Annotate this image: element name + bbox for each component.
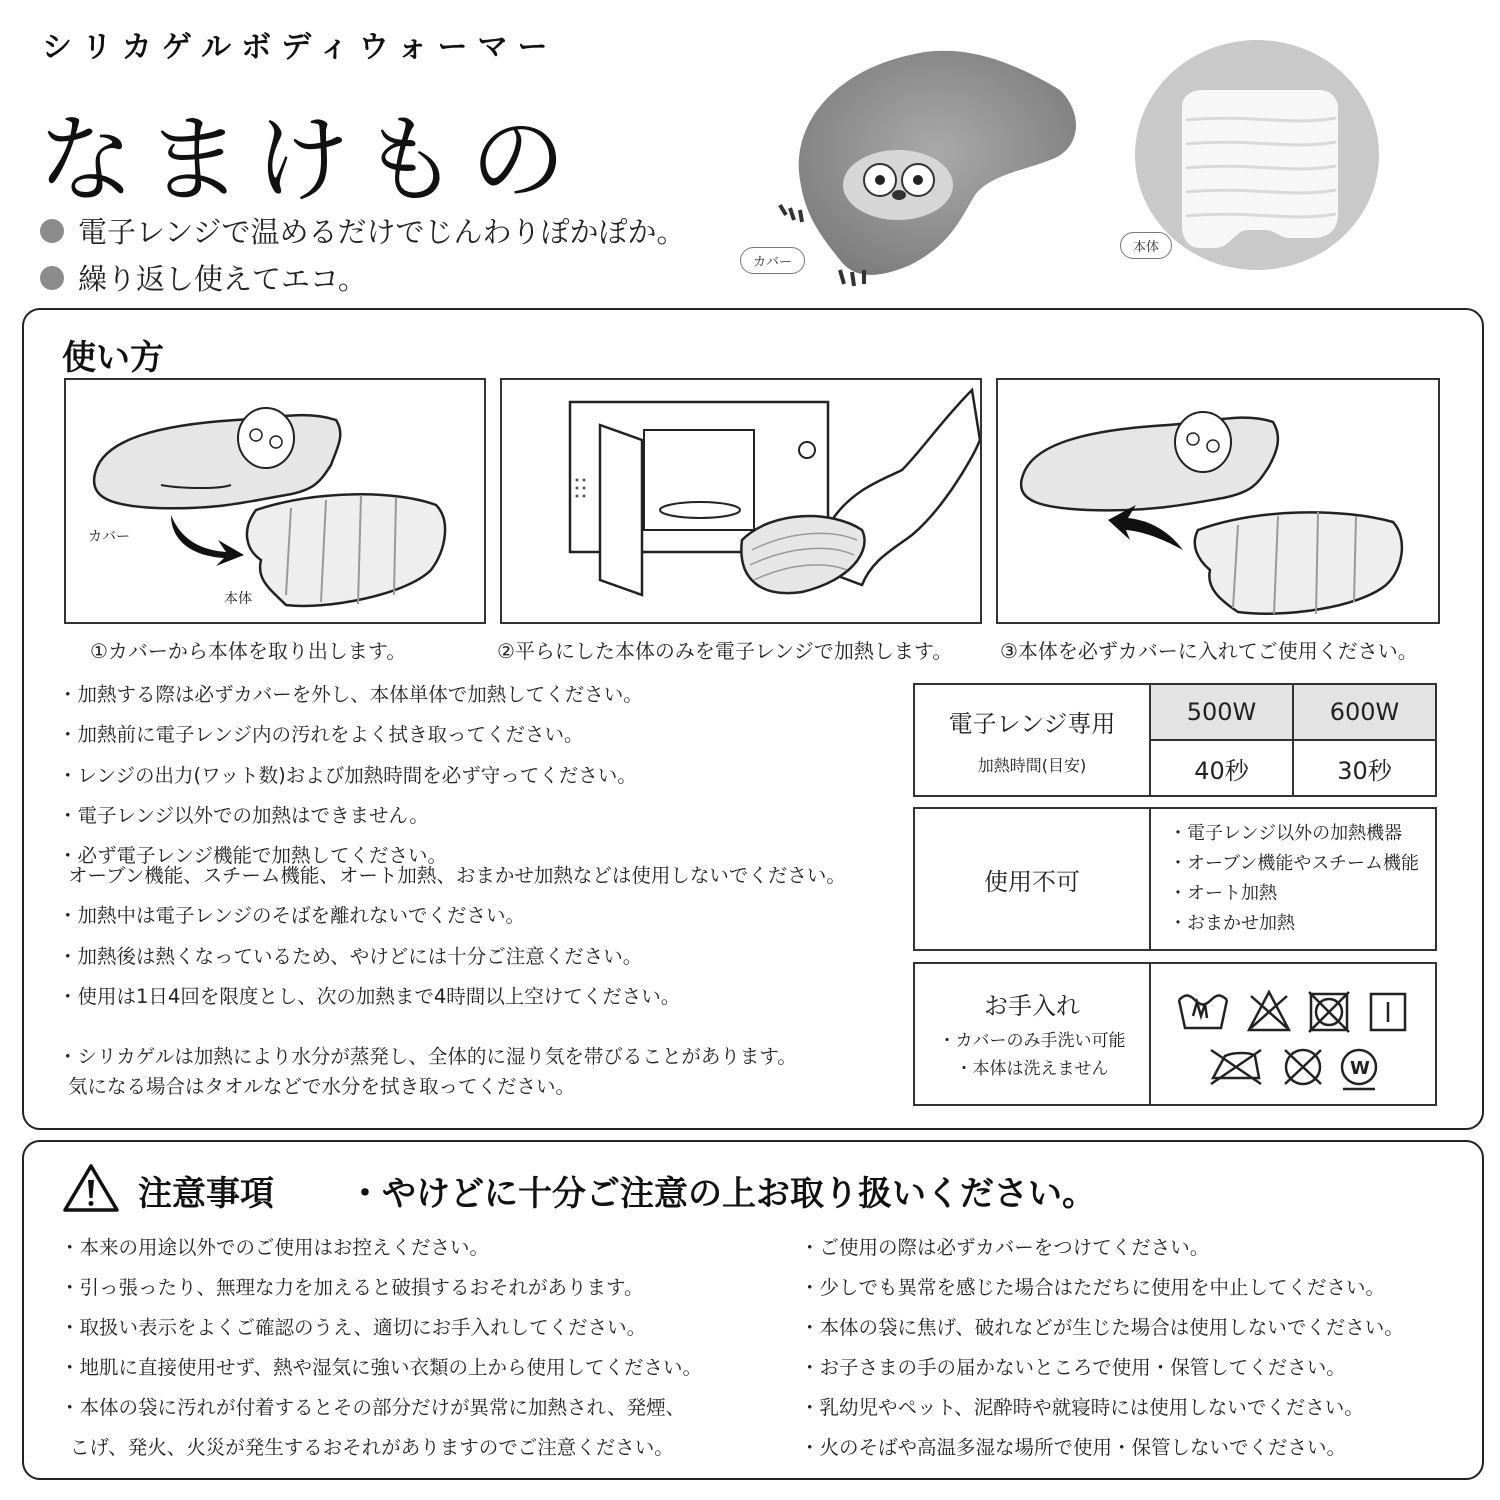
watt-500-header: 500W bbox=[1150, 684, 1293, 740]
warning-item: ・本来の用途以外でのご使用はお控えください。 bbox=[60, 1236, 490, 1259]
body-caption-label: 本体 bbox=[224, 591, 252, 607]
svg-text:W: W bbox=[1350, 1058, 1370, 1079]
step-1-illustration bbox=[64, 378, 486, 624]
note-item: ・加熱後は熱くなっているため、やけどには十分ご注意ください。 bbox=[58, 944, 643, 968]
unusable-table bbox=[913, 807, 1437, 951]
usage-title: 使い方 bbox=[62, 338, 164, 378]
note-item-continued: 気になる場合はタオルなどで水分を拭き取ってください。 bbox=[68, 1075, 576, 1099]
feature-text: 電子レンジで温めるだけでじんわりぽかぽか。 bbox=[78, 215, 686, 249]
note-item: ・加熱前に電子レンジ内の汚れをよく拭き取ってください。 bbox=[58, 723, 584, 747]
note-spacer bbox=[58, 1027, 903, 1047]
note-item: ・レンジの出力(ワット数)および加熱時間を必ず守ってください。 bbox=[58, 763, 637, 787]
warning-item: ・火のそばや高温多湿な場所で使用・保管しないでください。 bbox=[800, 1436, 1347, 1459]
sloth-cover-image bbox=[760, 30, 1090, 300]
bullet-dot-icon bbox=[40, 219, 64, 243]
care-label-cell bbox=[914, 963, 1150, 1105]
heating-time-label: 加熱時間(目安) bbox=[977, 756, 1087, 775]
unusable-item: ・オーブン機能やスチーム機能 bbox=[1169, 853, 1420, 874]
warning-left-column bbox=[60, 1232, 702, 1472]
step-1-caption: ①カバーから本体を取り出します。 bbox=[90, 639, 407, 663]
feature-item bbox=[40, 210, 686, 251]
warning-item: ・本体の袋に汚れが付着するとその部分だけが異常に加熱され、発煙、 bbox=[60, 1396, 686, 1419]
note-item: ・使用は1日4回を限度とし、次の加熱まで4時間以上空けてください。 bbox=[58, 985, 681, 1009]
sloth-cover-illustration bbox=[66, 380, 484, 622]
warning-headline: ・やけどに十分ご注意の上お取り扱いください。 bbox=[348, 1174, 1096, 1214]
step-2-caption: ②平らにした本体のみを電子レンジで加熱します。 bbox=[497, 639, 953, 663]
step-3-caption: ③本体を必ずカバーに入れてご使用ください。 bbox=[1000, 639, 1418, 663]
warning-item: ・ご使用の際は必ずカバーをつけてください。 bbox=[800, 1236, 1210, 1259]
note-item: ・加熱中は電子レンジのそばを離れないでください。 bbox=[58, 904, 526, 928]
warning-triangle-icon bbox=[62, 1163, 120, 1213]
care-label: お手入れ bbox=[984, 991, 1080, 1020]
step-2-illustration bbox=[500, 378, 982, 624]
feature-text: 繰り返し使えてエコ。 bbox=[78, 262, 367, 296]
care-item: ・本体は洗えません bbox=[955, 1058, 1109, 1079]
unusable-label: 使用不可 bbox=[914, 808, 1150, 950]
warning-item-continued: こげ、発火、火災が発生するおそれがありますのでご注意ください。 bbox=[70, 1436, 674, 1459]
note-item: ・加熱する際は必ずカバーを外し、本体単体で加熱してください。 bbox=[58, 683, 643, 706]
warning-right-column bbox=[800, 1232, 1404, 1472]
unusable-item: ・おまかせ加熱 bbox=[1169, 913, 1295, 934]
warning-item: ・取扱い表示をよくご確認のうえ、適切にお手入れしてください。 bbox=[60, 1316, 647, 1339]
warning-item: ・乳幼児やペット、泥酔時や就寝時には使用しないでください。 bbox=[800, 1396, 1364, 1419]
warning-item: ・地肌に直接使用せず、熱や湿気に強い衣類の上から使用してください。 bbox=[60, 1356, 702, 1379]
care-symbols bbox=[1150, 963, 1436, 1105]
sloth-insert-illustration bbox=[998, 380, 1438, 622]
warning-item: ・本体の袋に焦げ、破れなどが生じた場合は使用しないでください。 bbox=[800, 1316, 1404, 1339]
note-item: ・シリカゲルは加熱により水分が蒸発し、全体的に湿り気を帯びることがあります。 bbox=[58, 1045, 797, 1069]
note-item-continued: オーブン機能、スチーム機能、オート加熱、おまかせ加熱などは使用しないでください。 bbox=[68, 864, 846, 888]
microwave-time-table bbox=[913, 683, 1437, 797]
usage-notes bbox=[58, 685, 903, 1118]
care-item: ・カバーのみ手洗い可能 bbox=[938, 1030, 1126, 1051]
watt-600-header: 600W bbox=[1293, 684, 1436, 740]
warning-item: ・お子さまの手の届かないところで使用・保管してください。 bbox=[800, 1356, 1346, 1379]
feature-item bbox=[40, 257, 367, 298]
time-500-value: 40秒 bbox=[1150, 740, 1293, 796]
product-subtitle: シリカゲルボディウォーマー bbox=[42, 30, 558, 65]
care-table bbox=[913, 962, 1437, 1106]
product-title: なまけもの bbox=[38, 104, 578, 216]
unusable-item: ・オート加熱 bbox=[1169, 883, 1277, 904]
warning-title: 注意事項 bbox=[138, 1174, 274, 1214]
cover-caption-label: カバー bbox=[88, 529, 130, 545]
unusable-item: ・電子レンジ以外の加熱機器 bbox=[1169, 823, 1403, 844]
warning-item: ・引っ張ったり、無理な力を加えると破損するおそれがあります。 bbox=[60, 1276, 644, 1299]
note-item: ・必ず電子レンジ機能で加熱してください。 bbox=[58, 844, 448, 868]
step-3-illustration bbox=[996, 378, 1440, 624]
microwave-header-cell bbox=[914, 684, 1150, 796]
care-symbols-icon bbox=[1163, 972, 1423, 1092]
body-label: 本体 bbox=[1120, 232, 1172, 259]
bullet-dot-icon bbox=[40, 266, 64, 290]
time-600-value: 30秒 bbox=[1293, 740, 1436, 796]
unusable-items bbox=[1150, 808, 1436, 950]
note-item: ・電子レンジ以外での加熱はできません。 bbox=[58, 803, 429, 827]
microwave-header: 電子レンジ専用 bbox=[948, 710, 1116, 738]
microwave-illustration bbox=[502, 380, 980, 622]
cover-label: カバー bbox=[740, 247, 805, 274]
warning-item: ・少しでも異常を感じた場合はただちに使用を中止してください。 bbox=[800, 1276, 1386, 1299]
